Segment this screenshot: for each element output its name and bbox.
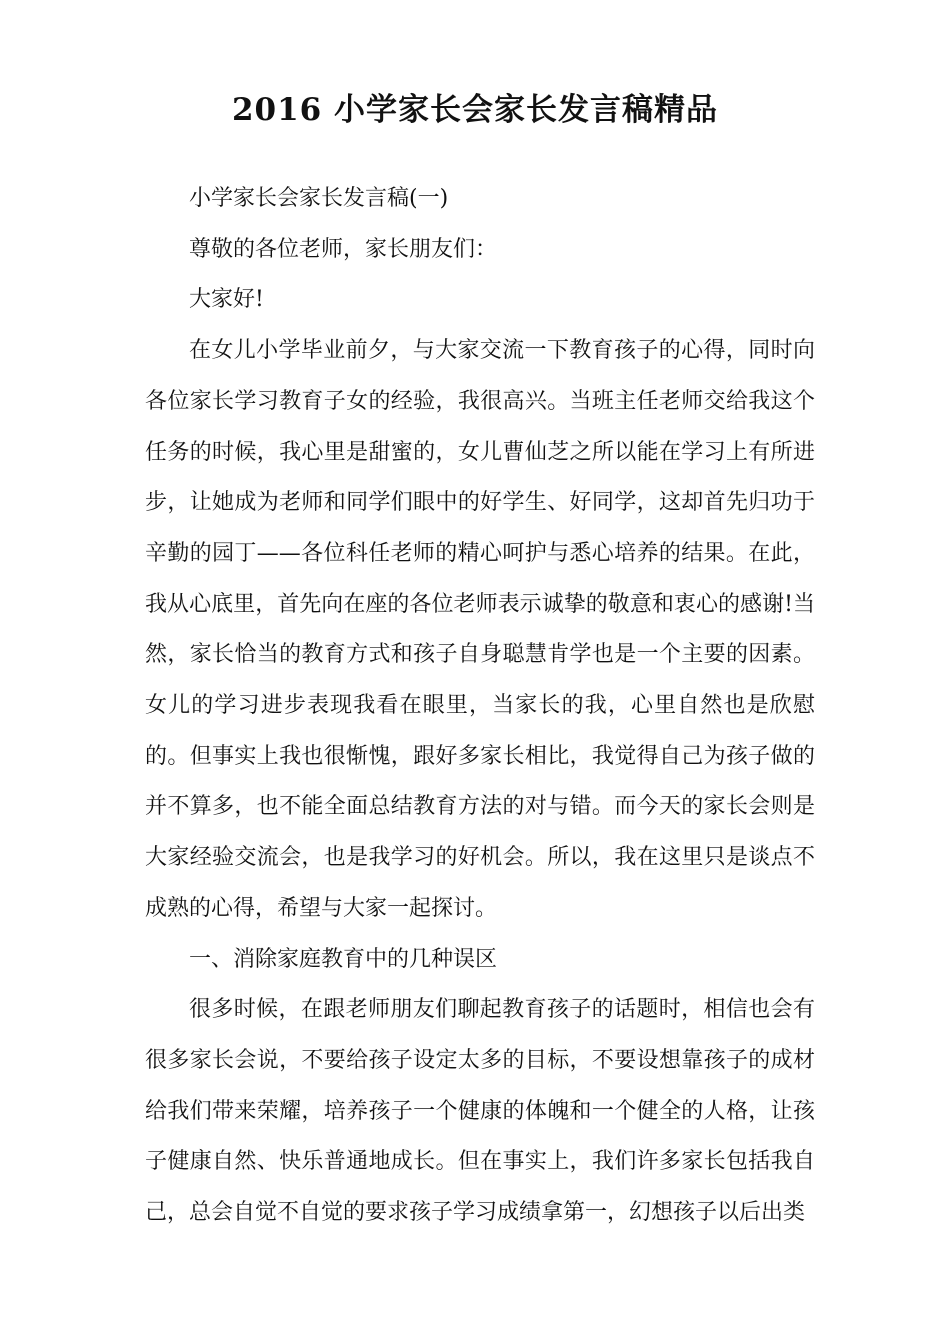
paragraph-misconceptions: 很多时候，在跟老师朋友们聊起教育孩子的话题时，相信也会有很多家长会说，不要给孩子设定太多的目标，不要设想靠孩子的成材给我们带来荣耀，培养孩子一个健康的体魄和一个健全的人格，让孩子健康自然、快乐普通地成长。但在事实上，我们许多家长包括我自己，总会自觉不自觉的要求孩子学习成绩拿第一，幻想孩子以后出类 <box>145 997 815 1226</box>
document-title: 2016 小学家长会家长发言稿精品 <box>231 92 719 128</box>
document-body <box>145 174 815 1239</box>
salutation: 尊敬的各位老师，家长朋友们： <box>189 236 498 262</box>
section-heading: 小学家长会家长发言稿(一) <box>189 186 449 211</box>
paragraph-intro: 在女儿小学毕业前夕，与大家交流一下教育孩子的心得，同时向各位家长学习教育子女的经验，我很高兴。当班主任老师交给我这个任务的时候，我心里是甜蜜的，女儿曹仙芝之所以能在学习上有所进步，让她成为老师和同学们眼中的好学生、好同学，这却首先归功于辛勤的园丁——各位科任老师的精心呵护与悉心培养的结果。在此，我从心底里，首先向在座的各位老师表示诚挚的敬意和衷心的感谢!当然，家长恰当的教育方式和孩子自身聪慧肯学也是一个主要的因素。女儿的学习进步表现我看在眼里，当家长的我，心里自然也是欣慰的。但事实上我也很惭愧，跟好多家长相比，我觉得自己为孩子做的并不算多，也不能全面总结教育方法的对与错。而今天的家长会则是大家经验交流会，也是我学习的好机会。所以，我在这里只是谈点不成熟的心得，希望与大家一起探讨。 <box>145 338 815 921</box>
greeting: 大家好! <box>189 287 264 313</box>
subsection-heading: 一、消除家庭教育中的几种误区 <box>189 946 498 972</box>
